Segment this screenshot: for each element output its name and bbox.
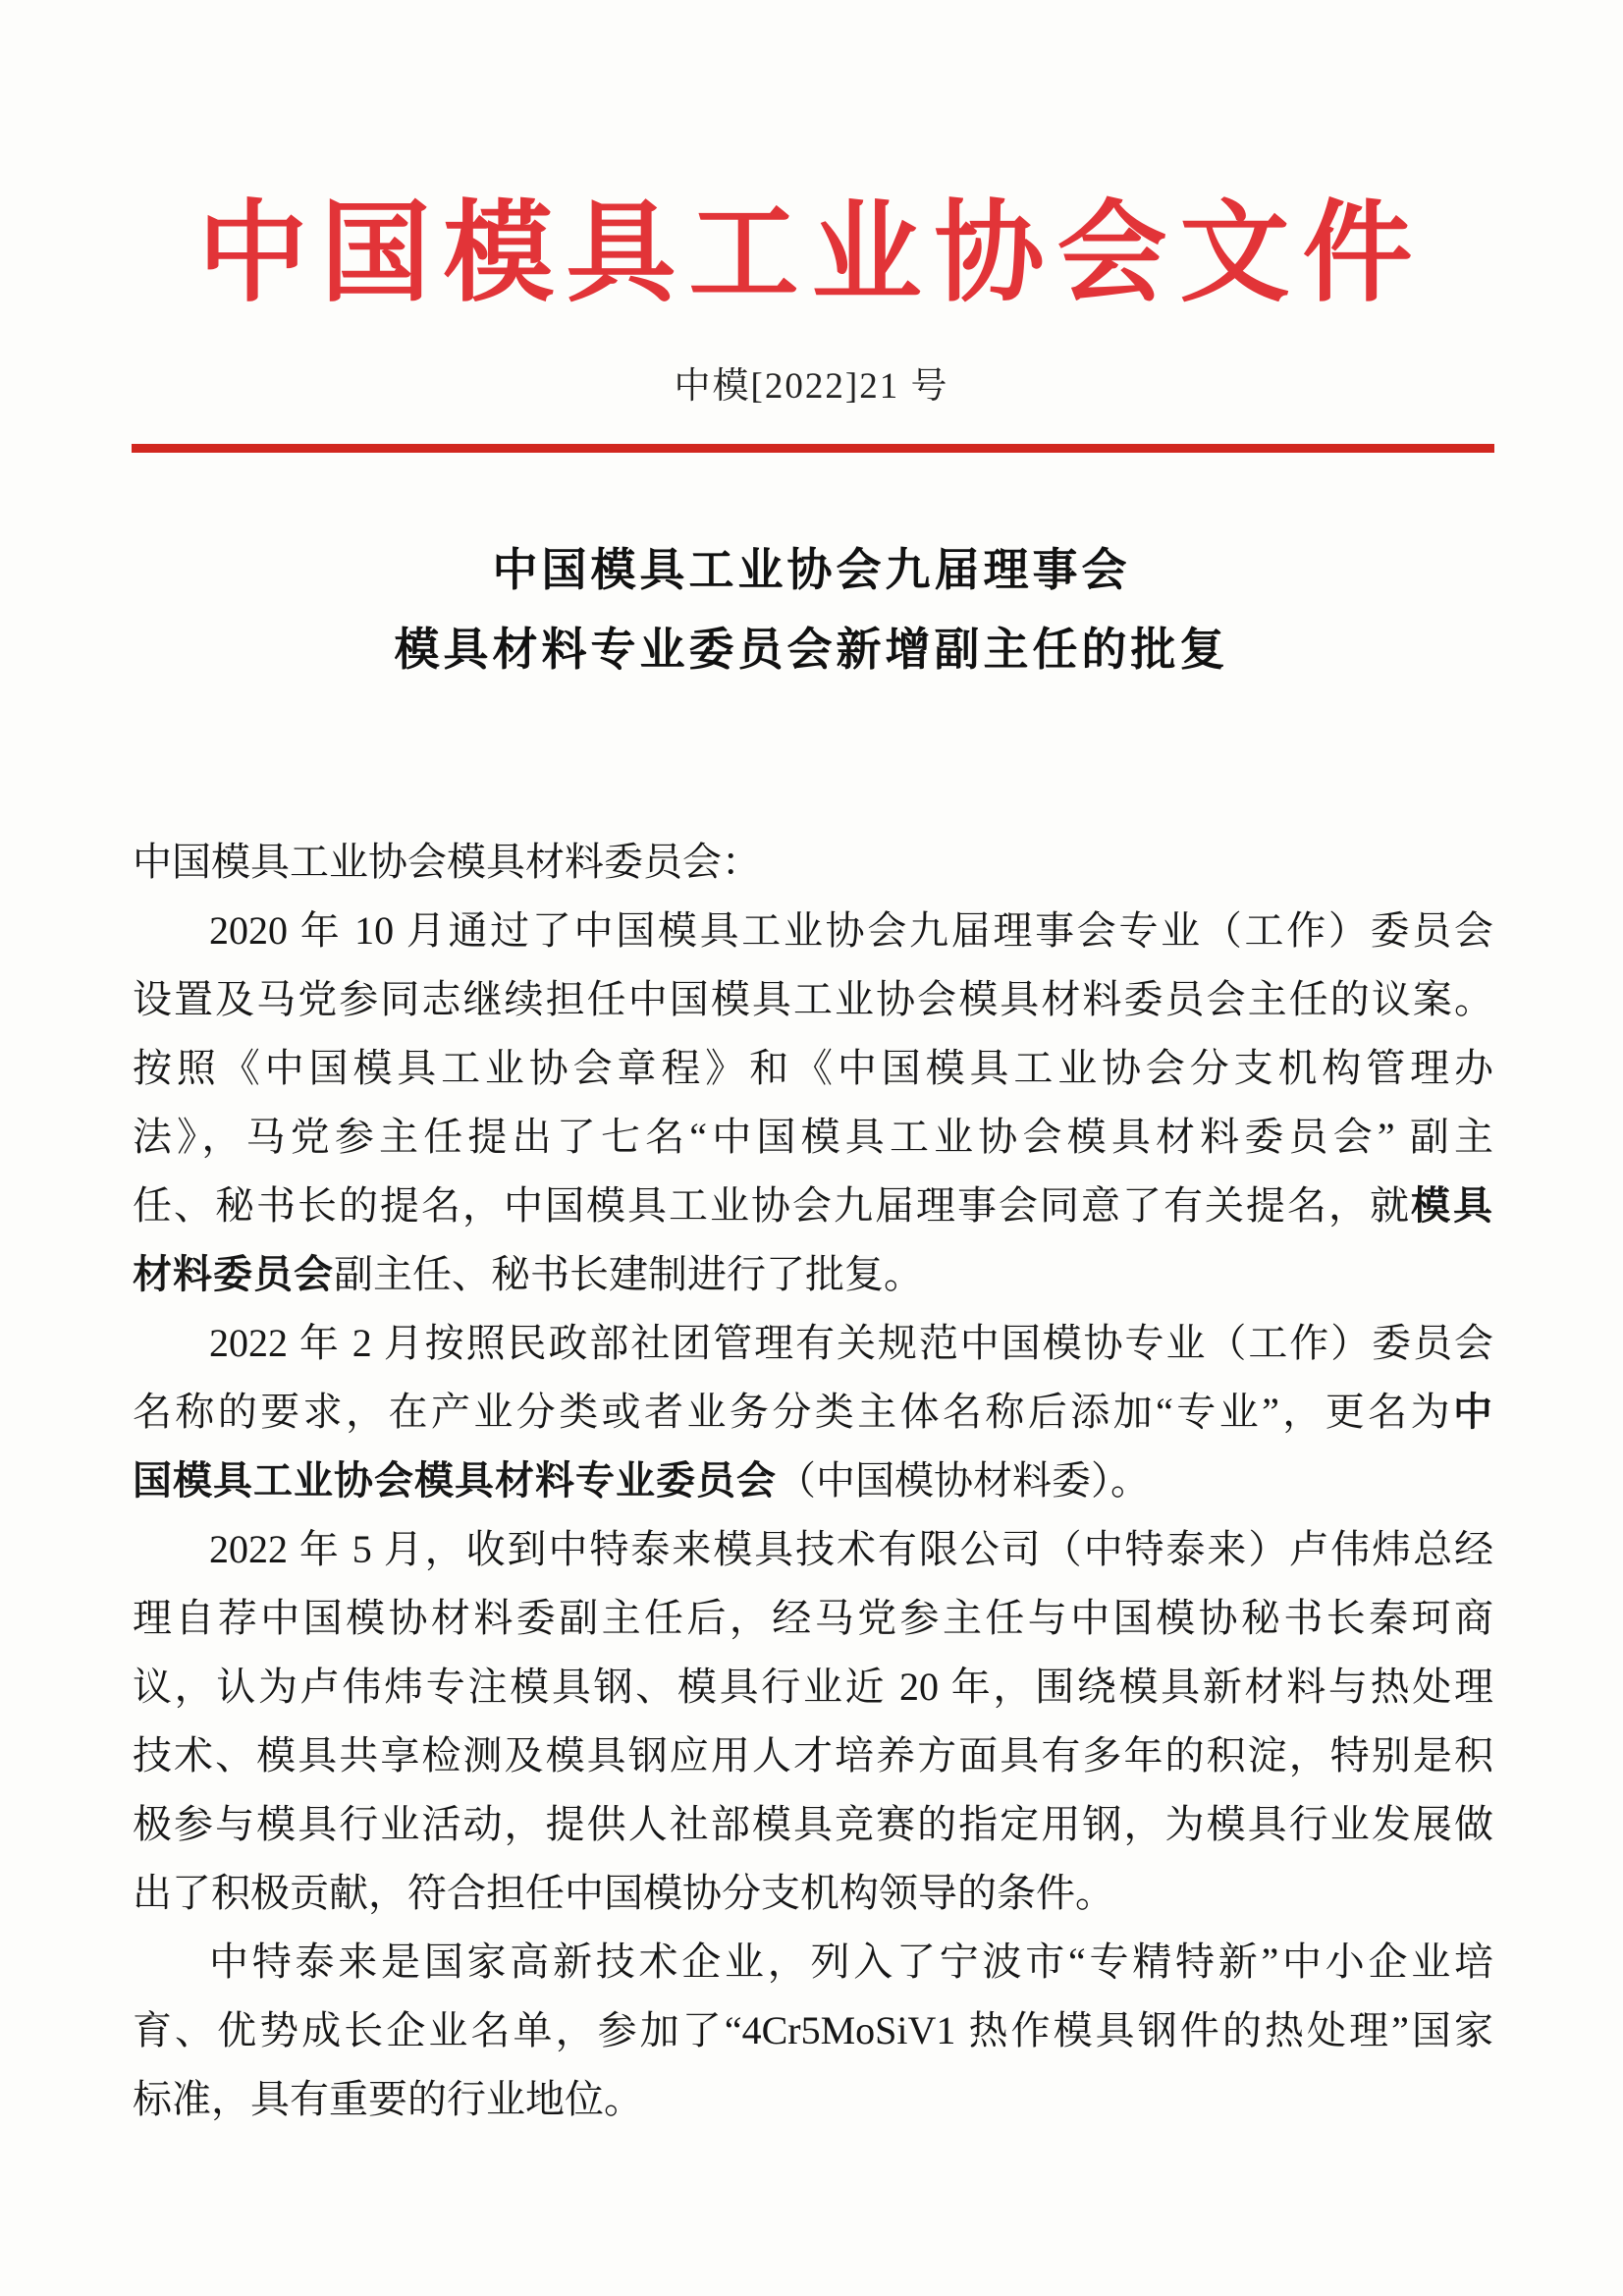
body-text: 2020 年 10 月通过了中国模具工业协会九届理事会专业（工作）委员会 [209,908,1493,953]
paragraph-4-line-1 [133,1928,1493,1996]
paragraph-1-line-2 [133,965,1493,1034]
paragraph-3-line-4 [133,1722,1493,1790]
paragraph-4-line-2 [133,1996,1493,2065]
doc-title-line-1: 中国模具工业协会九届理事会 [492,545,1131,595]
paragraph-4-line-3 [133,2065,1493,2134]
body-text: 设置及马党参同志继续担任中国模具工业协会模具材料委员会主任的议案。 [133,977,1493,1021]
body-text: 任、秘书长的提名，中国模具工业协会九届理事会同意了有关提名，就 [133,1183,1411,1228]
doc-number: 中模[2022]21 号 [674,366,949,407]
paragraph-3-line-3 [133,1653,1493,1722]
body-text: 育、优势成长企业名单，参加了“4Cr5MoSiV1 热作模具钢件的热处理”国家 [133,2008,1493,2052]
paragraph-3-line-2 [133,1584,1493,1653]
body-text: 中特泰来是国家高新技术企业，列入了宁波市“专精特新”中小企业培 [209,1940,1493,1984]
body-text: 2022 年 2 月按照民政部社团管理有关规范中国模协专业（工作）委员会 [209,1321,1493,1365]
paragraph-1-line-3 [133,1034,1493,1103]
body-text: 议，认为卢伟炜专注模具钢、模具行业近 20 年，围绕模具新材料与热处理 [133,1665,1493,1709]
paragraph-2-line-2 [133,1378,1493,1447]
paragraph-2-line-3 [133,1447,1493,1515]
body-text: 2022 年 5 月，收到中特泰来模具技术有限公司（中特泰来）卢伟炜总经 [209,1527,1493,1571]
paragraph-3-line-5 [133,1790,1493,1859]
salutation: 中国模具工业协会模具材料委员会： [133,840,761,884]
body-text: 标准，具有重要的行业地位。 [133,2077,643,2121]
emphasis-text: 模具 [1411,1184,1493,1228]
body-text: 副主任、秘书长建制进行了批复。 [334,1252,923,1296]
paragraph-1-line-1 [133,897,1493,965]
red-divider-rule [132,444,1494,453]
emphasis-text: 国模具工业协会模具材料专业委员会 [133,1459,777,1503]
doc-title [0,530,1623,689]
document-body [133,828,1493,2134]
emphasis-text: 中 [1453,1391,1493,1434]
paragraph-3-line-1 [133,1515,1493,1584]
body-text: 极参与模具行业活动，提供人社部模具竞赛的指定用钢，为模具行业发展做 [133,1802,1493,1846]
org-title: 中国模具工业协会文件 [197,193,1426,315]
body-text: 理自荐中国模协材料委副主任后，经马党参主任与中国模协秘书长秦珂商 [133,1596,1493,1640]
body-text: 技术、模具共享检测及模具钢应用人才培养方面具有多年的积淀，特别是积 [133,1733,1493,1777]
body-text: 名称的要求，在产业分类或者业务分类主体名称后添加“专业”，更名为 [133,1390,1453,1434]
paragraph-1-line-4 [133,1103,1493,1172]
paragraph-2-line-1 [133,1309,1493,1378]
body-text: 出了积极贡献，符合担任中国模协分支机构领导的条件。 [133,1871,1114,1915]
paragraph-3-line-6 [133,1859,1493,1928]
emphasis-text: 材料委员会 [133,1253,334,1296]
doc-title-line-2: 模具材料专业委员会新增副主任的批复 [394,625,1229,675]
paragraph-1-line-6 [133,1240,1493,1309]
paragraphs [133,897,1493,2134]
paragraph-1-line-5 [133,1172,1493,1240]
body-text: （中国模协材料委）。 [777,1458,1150,1503]
body-text: 按照《中国模具工业协会章程》和《中国模具工业协会分支机构管理办 [133,1046,1493,1090]
body-text: 法》，马党参主任提出了七名“中国模具工业协会模具材料委员会” 副主 [133,1115,1493,1159]
